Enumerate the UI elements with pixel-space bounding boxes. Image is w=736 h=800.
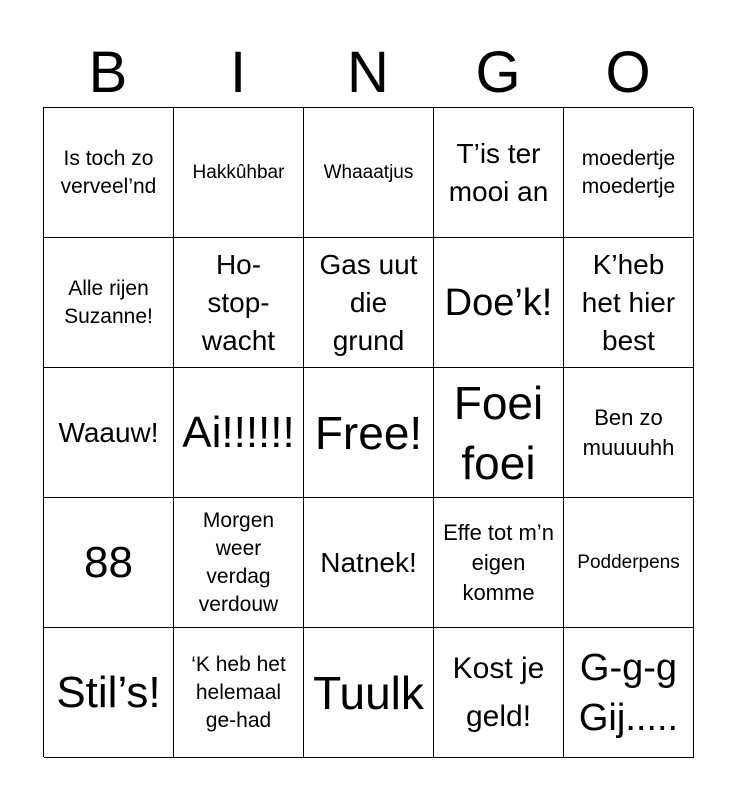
header-letter-g: G (475, 40, 521, 105)
cell-text: Kost je geld! (452, 651, 545, 733)
cell-text: ‘K heb het helemaal ge-had (191, 652, 286, 732)
header-letter-i: I (229, 40, 247, 105)
bingo-cell[interactable] (304, 108, 434, 238)
cell-text: Waauw! (58, 416, 159, 448)
bingo-cell[interactable] (44, 498, 174, 628)
bingo-cell[interactable] (174, 368, 304, 498)
cell-text: Ben zo muuuuhh (582, 404, 675, 460)
cell-text: Is toch zo verveel’nd (60, 146, 157, 198)
header-letter-o: O (605, 40, 651, 105)
cell-text: Ho-stop-wacht (201, 248, 276, 356)
cell-text: Stil’s! (56, 667, 161, 717)
header-letter-b: B (88, 40, 128, 105)
bingo-cell[interactable] (564, 368, 694, 498)
cell-text: Morgen weer verdag verdouw (198, 508, 279, 616)
bingo-cell[interactable] (304, 628, 434, 758)
cell-text: Tuulk (313, 666, 424, 719)
bingo-cell[interactable] (174, 498, 304, 628)
cell-text: Free! (314, 406, 423, 459)
bingo-cell[interactable] (564, 628, 694, 758)
cell-text: K’heb het hier best (581, 248, 676, 356)
cell-text: Ai!!!!!! (182, 407, 295, 457)
bingo-cell[interactable] (44, 108, 174, 238)
bingo-cell[interactable] (174, 238, 304, 368)
bingo-cell[interactable] (434, 628, 564, 758)
cell-text: Natnek! (320, 546, 417, 578)
cell-text: moedertje moedertje (581, 146, 676, 198)
bingo-cell[interactable] (44, 628, 174, 758)
cell-text: Alle rijen Suzanne! (64, 276, 153, 328)
cell-text: 88 (84, 537, 133, 587)
cell-text: Gas uut die grund (319, 248, 418, 356)
bingo-cell[interactable] (434, 238, 564, 368)
bingo-cell[interactable] (44, 368, 174, 498)
cell-text: T’is ter mooi an (448, 137, 549, 207)
bingo-card-grid (43, 107, 693, 757)
cell-text: Podderpens (577, 551, 680, 573)
cell-text: Hakkûhbar (192, 161, 285, 183)
cell-text: Doe’k! (444, 281, 553, 324)
bingo-cell[interactable] (304, 238, 434, 368)
cell-text: G-g-g Gij..... (578, 646, 679, 739)
cell-text: Effe tot m’n eigen komme (443, 519, 554, 605)
bingo-header (43, 38, 693, 108)
bingo-cell[interactable] (434, 108, 564, 238)
cell-text: Foei foei (453, 376, 544, 489)
bingo-cell[interactable] (304, 498, 434, 628)
header-letter-n: N (347, 40, 389, 105)
bingo-cell[interactable] (564, 498, 694, 628)
bingo-cell[interactable] (174, 628, 304, 758)
bingo-cell[interactable] (564, 108, 694, 238)
bingo-cell[interactable] (434, 368, 564, 498)
bingo-cell[interactable] (564, 238, 694, 368)
bingo-cell[interactable] (44, 238, 174, 368)
cell-text: Whaaatjus (323, 161, 414, 183)
bingo-cell[interactable] (304, 368, 434, 498)
bingo-cell[interactable] (434, 498, 564, 628)
bingo-cell[interactable] (174, 108, 304, 238)
